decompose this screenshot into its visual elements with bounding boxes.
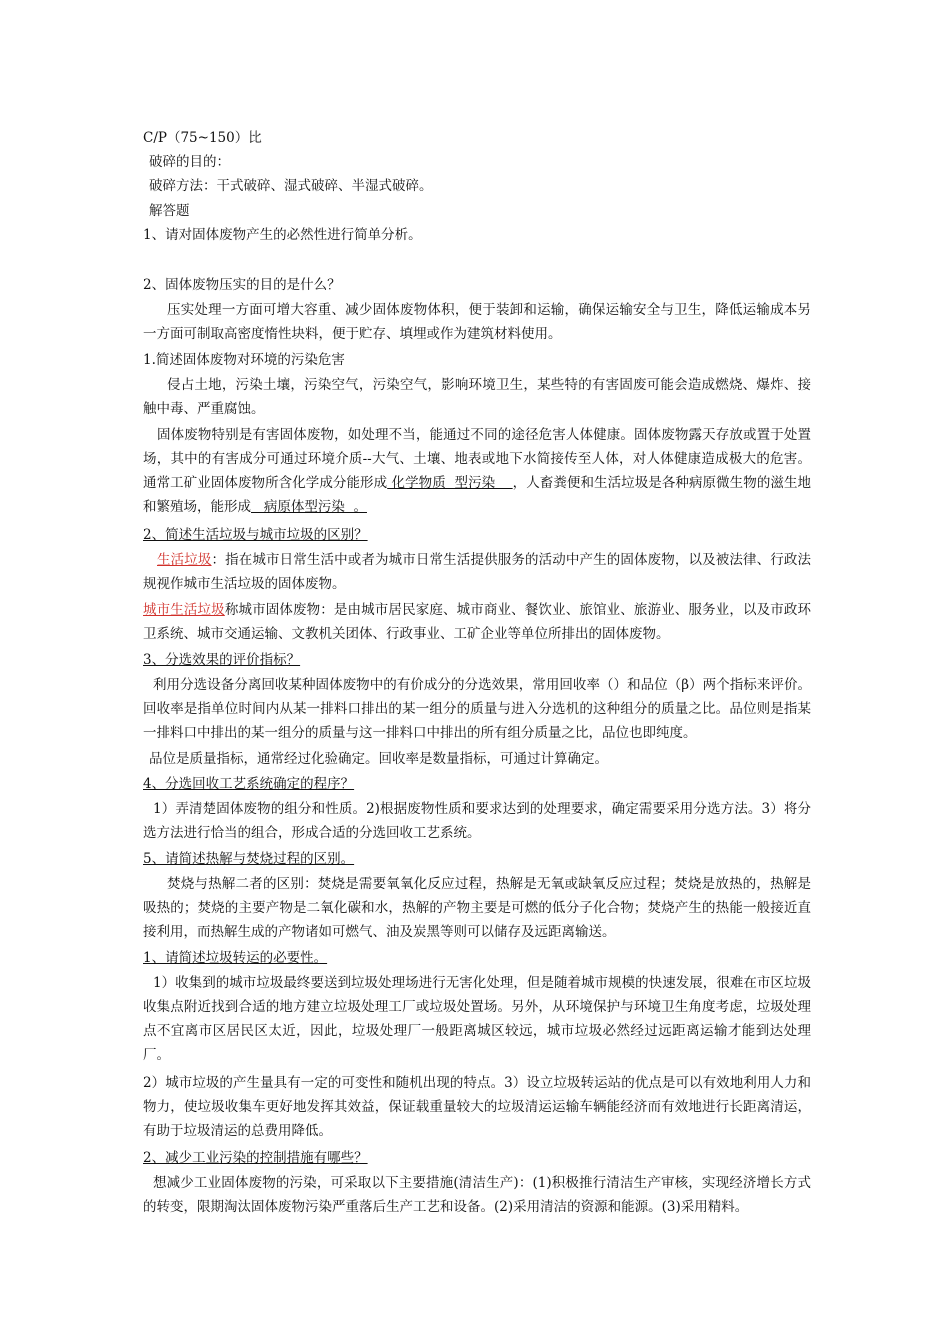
pollution-hazard-title: 1.简述固体废物对环境的污染危害 <box>143 352 345 368</box>
city-garbage-definition <box>143 598 811 646</box>
domestic-garbage-text: ：指在城市日常生活中或者为城市日常生活提供服务的活动中产生的固体废物，以及被法律、行政法规视作城市生活垃圾的固体废物。 <box>143 552 812 592</box>
domestic-garbage-term: 生活垃圾 <box>157 552 212 568</box>
city-garbage-text: 称城市固体废物：是由城市居民家庭、城市商业、餐饮业、旅馆业、旅游业、服务业，以及市政环卫系统、城市交通运输、文教机关团体、行政事业、工矿企业等单位所排出的固体废物。 <box>143 602 811 642</box>
sorting-procedure-answer: 1）弄清楚固体废物的组分和性质。2)根据废物性质和要求达到的处理要求，确定需要采用分选方法。3）将分选方法进行恰当的组合，形成合适的分选回收工艺系统。 <box>143 801 811 841</box>
sorting-index-title: 3、分选效果的评价指标？ <box>143 652 301 668</box>
chemical-pollution-term: 化学物质 型污染 <box>387 475 513 491</box>
industrial-pollution-title: 2、减少工业污染的控制措施有哪些？ <box>143 1150 368 1166</box>
transfer-necessity-answer-1: 1）收集到的城市垃圾最终要送到垃圾处理场进行无害化处理，但是随着城市规模的快速发展，很难在市区垃圾收集点附近找到合适的地方建立垃圾处理工厂或垃圾处置场。另外，从环境保护与环境卫生角度考虑，垃圾处理点不宜离市区居民区太近，因此，垃圾处理厂一般距离城区较远，城市垃圾必然经过远距离运输才能到达处理厂。 <box>143 975 811 1063</box>
transfer-necessity-title: 1、请简述垃圾转运的必要性。 <box>143 950 328 966</box>
garbage-difference-title: 2、简述生活垃圾与城市垃圾的区别？ <box>143 527 368 543</box>
question-2-title: 2、固体废物压实的目的是什么？ <box>143 277 341 293</box>
sorting-index-answer: 利用分选设备分离回收某种固体废物中的有价成分的分选效果，常用回收率（）和品位（β）两个指标来评价。回收率是指单位时间内从某一排料口排出的某一组分的质量与进入分选机的这种组分的质量之比。品位则是指某一排料口中排出的某一组分的质量与这一排料口中排出的所有组分质量之比，品位也即纯度。 <box>143 677 811 741</box>
pathogen-pollution-term: 病原体型污染 。 <box>251 499 367 515</box>
question-1-title: 1、请对固体废物产生的必然性进行简单分析。 <box>143 227 422 243</box>
question-2-answer: 压实处理一方面可增大容重、减少固体废物体积，便于装卸和运输，确保运输安全与卫生，降低运输成本另一方面可制取高密度惰性块料，便于贮存、填埋或作为建筑材料使用。 <box>143 302 811 342</box>
transfer-necessity-answer-2: 2）城市垃圾的产生量具有一定的可变性和随机出现的特点。3）设立垃圾转运站的优点是可以有效地利用人力和物力，使垃圾收集车更好地发挥其效益，保证载重量较大的垃圾清运运输车辆能经济而有效地进行长距离清运，有助于垃圾清运的总费用降低。 <box>143 1075 811 1139</box>
cp-ratio-line: C/P（75~150）比 <box>143 130 262 146</box>
crush-purpose-line: 破碎的目的： <box>149 154 230 170</box>
pyrolysis-incineration-title: 5、请简述热解与焚烧过程的区别。 <box>143 851 355 867</box>
hazard-text-b: ，人畜粪便和生活垃圾是各种病原微生物的滋生地和繁殖场，能形成 <box>143 475 812 515</box>
pollution-hazard-answer-2 <box>143 423 811 519</box>
grade-index-line: 品位是质量指标，通常经过化验确定。回收率是数量指标，可通过计算确定。 <box>149 751 608 767</box>
industrial-pollution-answer: 想减少工业固体废物的污染，可采取以下主要措施(清洁生产)：(1)积极推行清洁生产审核，实现经济增长方式的转变，限期淘汰固体废物污染严重落后生产工艺和设备。(2)采用清洁的资源和能源。(3)采用精料。 <box>143 1175 811 1215</box>
city-garbage-term: 城市生活垃圾 <box>143 602 225 618</box>
domestic-garbage-definition <box>143 548 811 596</box>
crush-method-line: 破碎方法：干式破碎、湿式破碎、半湿式破碎。 <box>149 178 433 194</box>
pollution-hazard-answer-1: 侵占土地，污染土壤，污染空气，污染空气，影响环境卫生，某些特的有害固废可能会造成燃烧、爆炸、接触中毒、严重腐蚀。 <box>143 377 811 417</box>
answer-section-title: 解答题 <box>149 203 190 219</box>
pyrolysis-incineration-answer: 焚烧与热解二者的区别：焚烧是需要氧氧化反应过程，热解是无氧或缺氧反应过程；焚烧是放热的，热解是吸热的；焚烧的主要产物是二氧化碳和水，热解的产物主要是可燃的低分子化合物；焚烧产生的热能一般接近直接利用，而热解生成的产物诸如可燃气、油及炭黑等则可以储存及远距离输送。 <box>143 876 811 940</box>
hazard-text-a: 固体废物特别是有害固体废物，如处理不当，能通过不同的途径危害人体健康。固体废物露天存放或置于处置场，其中的有害成分可通过环境介质--大气、土壤、地表或地下水简接传至人体，对人体健康造成极大的危害。通常工矿业固体废物所含化学成分能形成 <box>143 427 811 491</box>
sorting-procedure-title: 4、分选回收工艺系统确定的程序？ <box>143 776 355 792</box>
